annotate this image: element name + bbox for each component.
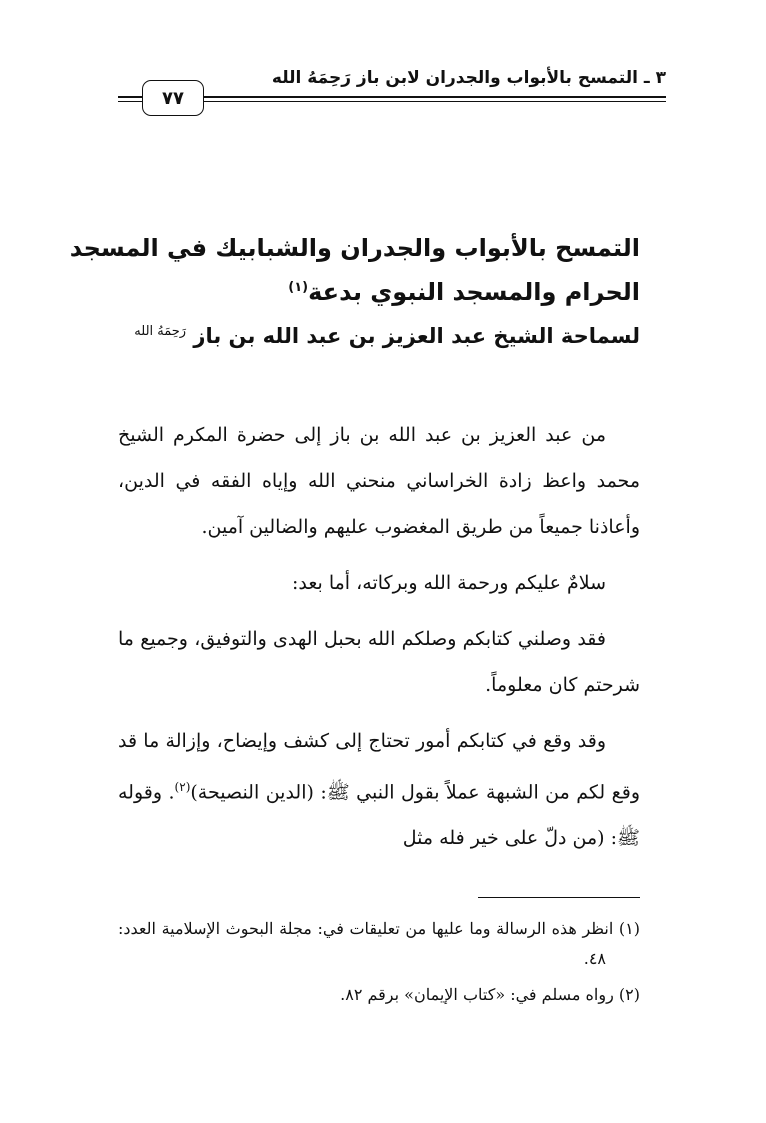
article-title-text: الحرام والمسجد النبوي بدعة: [308, 278, 640, 306]
page-number: ٧٧: [142, 80, 204, 116]
author-line: [120, 312, 640, 356]
footnote-separator: [478, 897, 640, 898]
footnote-ref-1: (١): [288, 280, 309, 295]
honorific-mark: رَحِمَهُ الله: [134, 324, 187, 339]
article-heading: [69, 228, 640, 356]
paragraph-letter-received: فقد وصلني كتابكم وصلكم الله بحبل الهدى والتوفيق، وجميع ما شرحتم كان معلوماً.: [118, 628, 640, 696]
paragraph-greeting: سلامٌ عليكم ورحمة الله وبركاته، أما بعد:: [291, 572, 606, 594]
paragraph-text: وقد وقع في كتابكم أمور تحتاج إلى كشف وإيضاح، وإزالة ما قد وقع لكم من الشبهة عملاً بقول النبي ﷺ: (الدين النصيحة): [118, 730, 640, 804]
body-text: [118, 412, 640, 861]
footnote-ref-2: (٢): [174, 780, 191, 794]
paragraph-clarification: [118, 718, 640, 861]
article-title-line-1: التمسح بالأبواب والجدران والشبابيك في المسجد: [69, 234, 640, 262]
running-header-title: ٣ ـ التمسح بالأبواب والجدران لابن باز رَحِمَهُ الله: [271, 68, 666, 88]
footnote-1: (١) انظر هذه الرسالة وما عليها من تعليقات في: مجلة البحوث الإسلامية العدد: ٤٨.: [118, 919, 640, 968]
article-title-line-2: [120, 268, 640, 312]
footnote-2: (٢) رواه مسلم في: «كتاب الإيمان» برقم ٨٢.: [340, 985, 640, 1004]
footnotes: [118, 914, 640, 1016]
running-header: [118, 66, 666, 120]
paragraph-salutation: من عبد العزيز بن عبد الله بن باز إلى حضرة المكرم الشيخ محمد واعظ زادة الخراساني منحني الله وإياه الفقه في الدين، وأعاذنا جميعاً من طريق المغضوب عليهم والضالين آمين.: [118, 424, 640, 538]
author-name: لسماحة الشيخ عبد العزيز بن عبد الله بن باز: [193, 324, 640, 348]
paragraph-text-continued: . وقوله ﷺ: (من دلّ على خير فله مثل: [118, 781, 640, 850]
